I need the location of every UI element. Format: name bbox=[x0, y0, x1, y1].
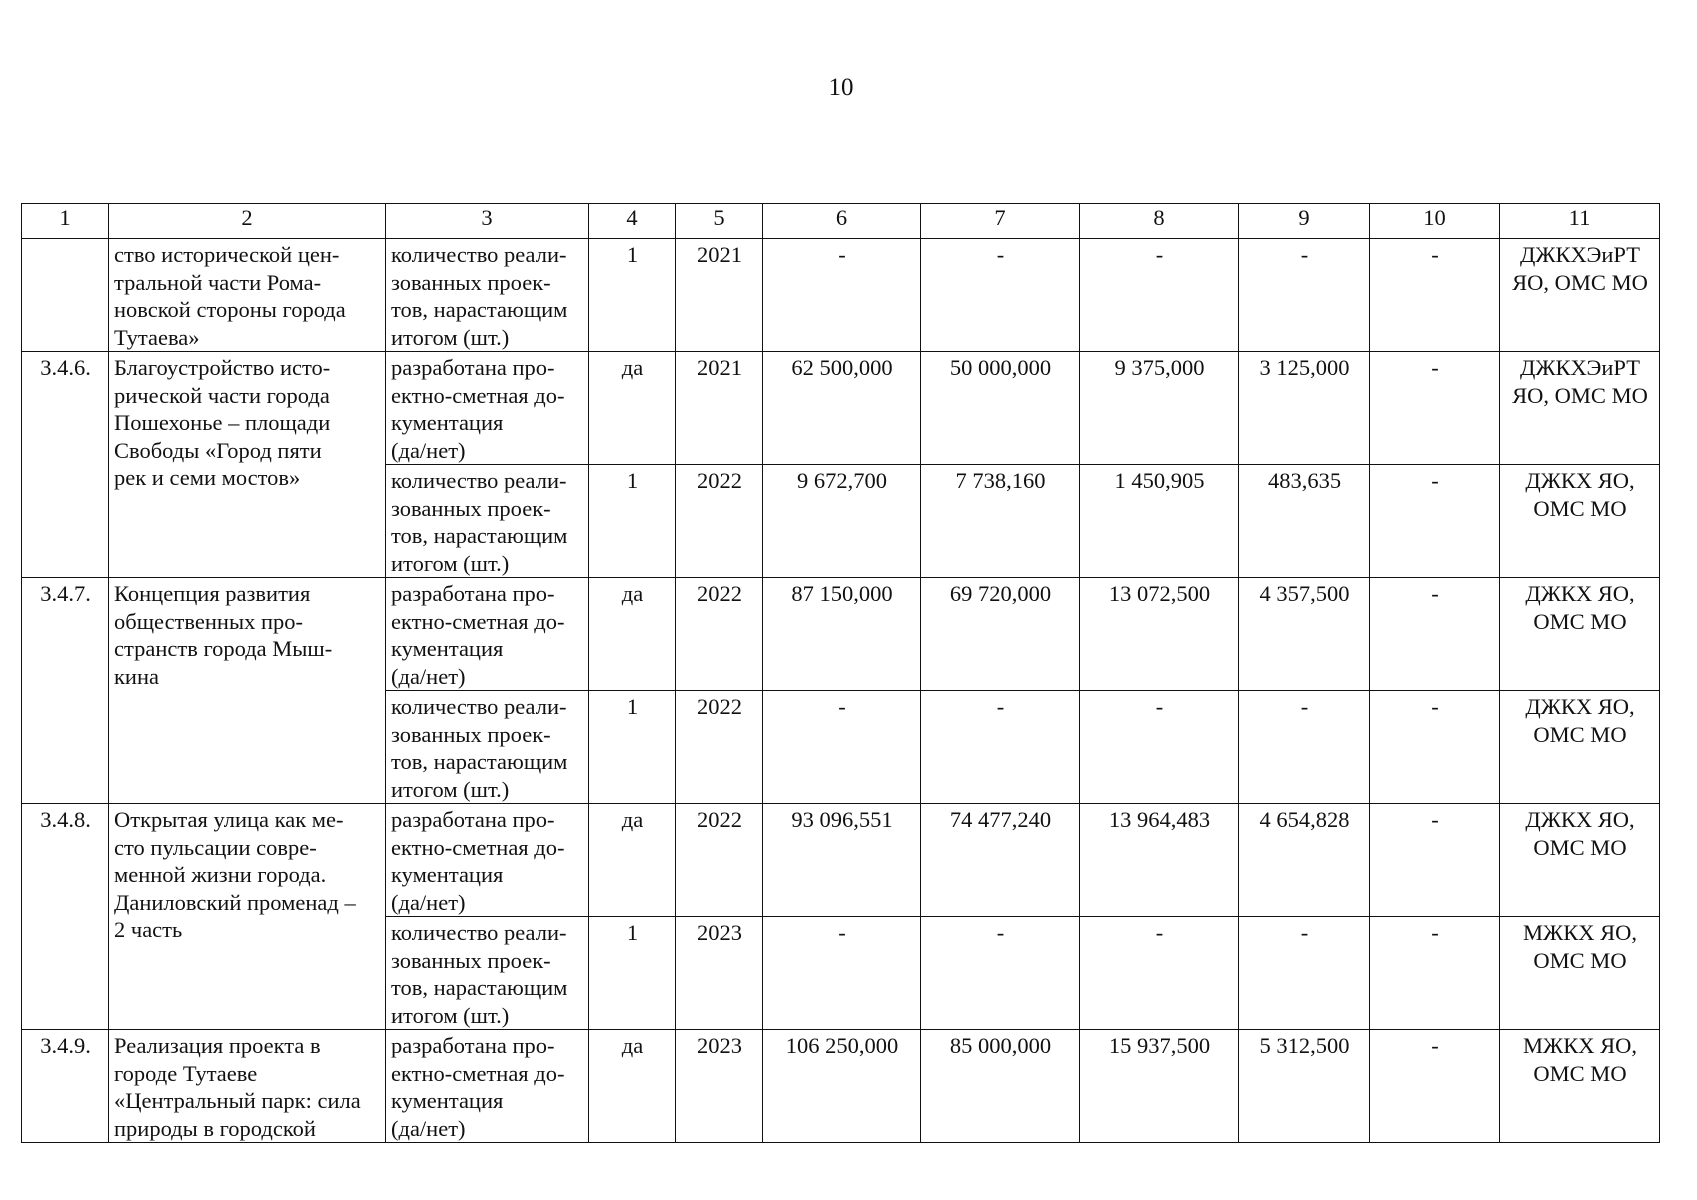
item-name: Концепция развития общественных про- странств города Мыш- кина bbox=[109, 578, 386, 804]
table-header-row bbox=[22, 204, 1660, 239]
funding-total: 62 500,000 bbox=[763, 352, 921, 465]
funding-local: 4 654,828 bbox=[1239, 804, 1370, 917]
funding-local: 4 357,500 bbox=[1239, 578, 1370, 691]
funding-total: - bbox=[763, 691, 921, 804]
funding-other: - bbox=[1370, 804, 1500, 917]
table-row bbox=[22, 804, 1660, 917]
page-number: 10 bbox=[828, 74, 854, 101]
header-cell-7: 7 bbox=[921, 204, 1080, 239]
table-row bbox=[22, 578, 1660, 691]
table-row bbox=[22, 239, 1660, 352]
indicator-name: разработана про- ектно-сметная до- кументация (да/нет) bbox=[386, 578, 589, 691]
funding-federal: 69 720,000 bbox=[921, 578, 1080, 691]
funding-regional: - bbox=[1080, 917, 1239, 1030]
indicator-value: 1 bbox=[589, 465, 676, 578]
table-body bbox=[22, 239, 1660, 1143]
indicator-name: разработана про- ектно-сметная до- кументация (да/нет) bbox=[386, 352, 589, 465]
indicator-name: разработана про- ектно-сметная до- кументация (да/нет) bbox=[386, 804, 589, 917]
funding-other: - bbox=[1370, 578, 1500, 691]
header-cell-9: 9 bbox=[1239, 204, 1370, 239]
funding-other: - bbox=[1370, 352, 1500, 465]
indicator-value: 1 bbox=[589, 917, 676, 1030]
item-number: 3.4.7. bbox=[22, 578, 109, 804]
responsible-executor: ДЖКХЭиРТ ЯО, ОМС МО bbox=[1500, 239, 1660, 352]
funding-regional: - bbox=[1080, 239, 1239, 352]
indicator-name: количество реали- зованных проек- тов, нарастающим итогом (шт.) bbox=[386, 917, 589, 1030]
funding-regional: 13 964,483 bbox=[1080, 804, 1239, 917]
header-cell-2: 2 bbox=[109, 204, 386, 239]
funding-local: 5 312,500 bbox=[1239, 1030, 1370, 1143]
indicator-year: 2022 bbox=[676, 578, 763, 691]
header-cell-8: 8 bbox=[1080, 204, 1239, 239]
funding-federal: 50 000,000 bbox=[921, 352, 1080, 465]
indicator-name: количество реали- зованных проек- тов, нарастающим итогом (шт.) bbox=[386, 465, 589, 578]
item-name: ство исторической цен- тральной части Рома- новской стороны города Тутаева» bbox=[109, 239, 386, 352]
funding-regional: 13 072,500 bbox=[1080, 578, 1239, 691]
funding-federal: - bbox=[921, 239, 1080, 352]
funding-federal: - bbox=[921, 691, 1080, 804]
indicator-value: да bbox=[589, 804, 676, 917]
program-table bbox=[21, 203, 1660, 1143]
header-cell-10: 10 bbox=[1370, 204, 1500, 239]
responsible-executor: ДЖКХ ЯО, ОМС МО bbox=[1500, 465, 1660, 578]
indicator-year: 2021 bbox=[676, 239, 763, 352]
item-number: 3.4.9. bbox=[22, 1030, 109, 1143]
responsible-executor: МЖКХ ЯО, ОМС МО bbox=[1500, 1030, 1660, 1143]
indicator-value: да bbox=[589, 352, 676, 465]
funding-federal: 85 000,000 bbox=[921, 1030, 1080, 1143]
funding-federal: 74 477,240 bbox=[921, 804, 1080, 917]
funding-local: - bbox=[1239, 239, 1370, 352]
funding-total: 93 096,551 bbox=[763, 804, 921, 917]
item-name: Открытая улица как ме- сто пульсации совре- менной жизни города. Даниловский променад – 2 часть bbox=[109, 804, 386, 1030]
table-row bbox=[22, 352, 1660, 465]
indicator-year: 2022 bbox=[676, 465, 763, 578]
indicator-value: да bbox=[589, 578, 676, 691]
indicator-value: да bbox=[589, 1030, 676, 1143]
funding-local: - bbox=[1239, 691, 1370, 804]
header-cell-1: 1 bbox=[22, 204, 109, 239]
header-cell-11: 11 bbox=[1500, 204, 1660, 239]
responsible-executor: ДЖКХ ЯО, ОМС МО bbox=[1500, 804, 1660, 917]
funding-total: 87 150,000 bbox=[763, 578, 921, 691]
indicator-name: разработана про- ектно-сметная до- кументация (да/нет) bbox=[386, 1030, 589, 1143]
item-name: Реализация проекта в городе Тутаеве «Центральный парк: сила природы в городской bbox=[109, 1030, 386, 1143]
table-row bbox=[22, 1030, 1660, 1143]
indicator-name: количество реали- зованных проек- тов, нарастающим итогом (шт.) bbox=[386, 691, 589, 804]
indicator-year: 2023 bbox=[676, 1030, 763, 1143]
funding-regional: - bbox=[1080, 691, 1239, 804]
funding-total: - bbox=[763, 239, 921, 352]
funding-other: - bbox=[1370, 917, 1500, 1030]
indicator-year: 2022 bbox=[676, 691, 763, 804]
responsible-executor: ДЖКХЭиРТ ЯО, ОМС МО bbox=[1500, 352, 1660, 465]
responsible-executor: ДЖКХ ЯО, ОМС МО bbox=[1500, 691, 1660, 804]
funding-local: 3 125,000 bbox=[1239, 352, 1370, 465]
item-number: 3.4.8. bbox=[22, 804, 109, 1030]
indicator-year: 2022 bbox=[676, 804, 763, 917]
funding-total: 106 250,000 bbox=[763, 1030, 921, 1143]
funding-local: - bbox=[1239, 917, 1370, 1030]
funding-total: 9 672,700 bbox=[763, 465, 921, 578]
funding-total: - bbox=[763, 917, 921, 1030]
header-cell-5: 5 bbox=[676, 204, 763, 239]
header-cell-6: 6 bbox=[763, 204, 921, 239]
funding-federal: 7 738,160 bbox=[921, 465, 1080, 578]
indicator-value: 1 bbox=[589, 239, 676, 352]
funding-local: 483,635 bbox=[1239, 465, 1370, 578]
funding-other: - bbox=[1370, 239, 1500, 352]
funding-other: - bbox=[1370, 1030, 1500, 1143]
funding-regional: 15 937,500 bbox=[1080, 1030, 1239, 1143]
item-name: Благоустройство исто- рической части города Пошехонье – площади Свободы «Город пяти рек и семи мостов» bbox=[109, 352, 386, 578]
item-number: 3.4.6. bbox=[22, 352, 109, 578]
responsible-executor: ДЖКХ ЯО, ОМС МО bbox=[1500, 578, 1660, 691]
responsible-executor: МЖКХ ЯО, ОМС МО bbox=[1500, 917, 1660, 1030]
indicator-name: количество реали- зованных проек- тов, нарастающим итогом (шт.) bbox=[386, 239, 589, 352]
funding-regional: 9 375,000 bbox=[1080, 352, 1239, 465]
header-cell-3: 3 bbox=[386, 204, 589, 239]
item-number bbox=[22, 239, 109, 352]
funding-federal: - bbox=[921, 917, 1080, 1030]
funding-regional: 1 450,905 bbox=[1080, 465, 1239, 578]
indicator-year: 2023 bbox=[676, 917, 763, 1030]
indicator-value: 1 bbox=[589, 691, 676, 804]
funding-other: - bbox=[1370, 691, 1500, 804]
funding-other: - bbox=[1370, 465, 1500, 578]
indicator-year: 2021 bbox=[676, 352, 763, 465]
header-cell-4: 4 bbox=[589, 204, 676, 239]
